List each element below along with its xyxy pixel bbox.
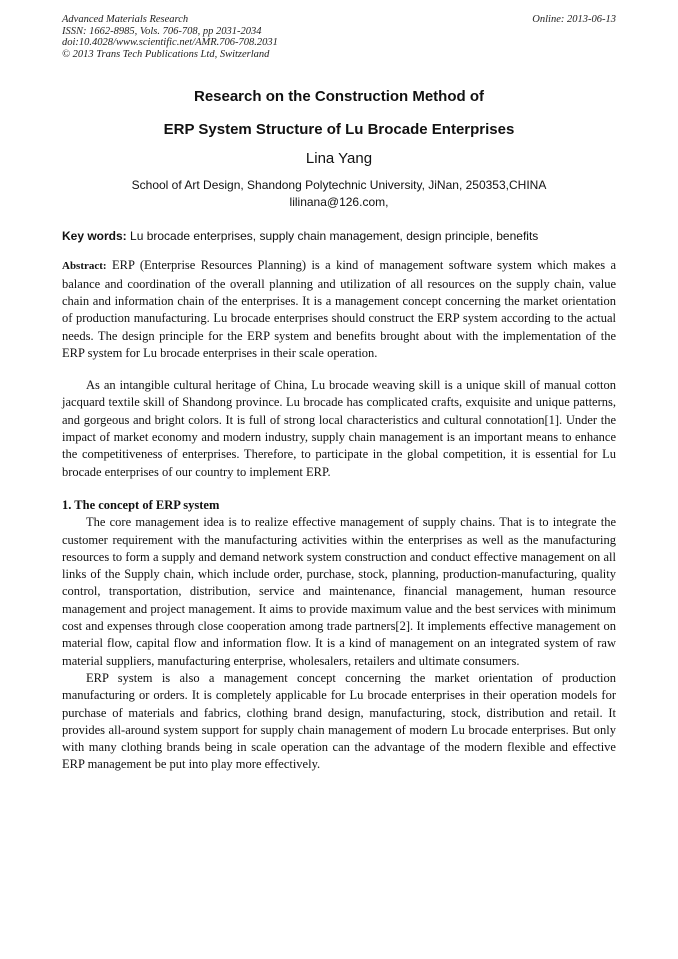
doi-line: doi:10.4028/www.scientific.net/AMR.706-708.2031 [62, 37, 278, 49]
abstract [62, 257, 616, 362]
abstract-text: ERP (Enterprise Resources Planning) is a kind of management software system which makes a balance and coordination of the overall planning and utilization of all resources on the supply chain, value chain and information chain of the enterprises. It is a management concept concerning the market orientation of production manufacturing. Lu brocade enterprises should construct the ERP system according to the actual needs. The design principle for the ERP system and benefits brought about with the implementation of the ERP system for Lu brocade enterprises in their scale operation. [62, 258, 616, 360]
keywords [62, 229, 616, 243]
issn-line: ISSN: 1662-8985, Vols. 706-708, pp 2031-2034 [62, 25, 262, 37]
paper-page [62, 14, 616, 774]
section-1-paragraph: ERP system is also a management concept concerning the market orientation of production manufacturing or orders. It is completely applicable for Lu brocade enterprises in their operation models for purchase of materials and fabrics, clothing brand design, manufacturing, stock, distribution and retail. It provides all-around system support for supply chain management of modern Lu brocade enterprises. But only with many clothing brands being in scale operation can the advantage of the modern flexible and effective ERP management be put into play more effectively. [62, 670, 616, 772]
section-1-heading: 1. The concept of ERP system [62, 497, 220, 512]
paper-title-line-2: ERP System Structure of Lu Brocade Enterprises [163, 121, 515, 139]
email: lilinana@126.com, [289, 195, 389, 210]
author-name: Lina Yang [305, 150, 373, 168]
paper-title-line-1: Research on the Construction Method of [193, 88, 484, 106]
journal-name: Advanced Materials Research [62, 14, 189, 25]
copyright-line: © 2013 Trans Tech Publications Ltd, Switzerland [62, 48, 270, 60]
section-1-paragraph: The core management idea is to realize effective management of supply chains. That is to integrate the customer requirement with the manufacturing activities within the enterprises as well as the manufacturing resources to form a supply and demand network system construction and conduct effective management on all links of the Supply chain, which include order, purchase, stock, planning, production-manufacturing, quality control, transportation, distribution, service and maintenance, financial management, human resource management and project management. It aims to provide maximum value and the best services with minimum cost and expenses through close cooperation among trade partners[2]. It implements effective management on material flow, capital flow and information flow. It is a kind of management on an integrated system of raw material suppliers, manufacturing enterprise, wholesalers, retailers and ultimate consumers. [62, 515, 616, 668]
online-date: Online: 2013-06-13 [532, 14, 616, 25]
affiliation: School of Art Design, Shandong Polytechnic University, JiNan, 250353,CHINA [131, 178, 547, 193]
keywords-label: Key words: [62, 229, 127, 244]
abstract-label: Abstract: [62, 260, 107, 273]
keywords-text: Lu brocade enterprises, supply chain management, design principle, benefits [130, 229, 539, 244]
journal-header [62, 14, 616, 60]
intro-paragraph: As an intangible cultural heritage of China, Lu brocade weaving skill is a unique skill of manual cotton jacquard textile skill of Shandong province. Lu brocade has complicated crafts, exquisite and unique patterns, and gorgeous and bright colors. It is full of strong local characteristics and cultural connotation[1]. Under the impact of market economy and modern industry, supply chain management is an important means to enhance the competitiveness of enterprises. Therefore, to participate in the global competition, it is essential for Lu brocade enterprises of our country to implement ERP. [62, 378, 616, 479]
affiliation-block [62, 177, 616, 211]
